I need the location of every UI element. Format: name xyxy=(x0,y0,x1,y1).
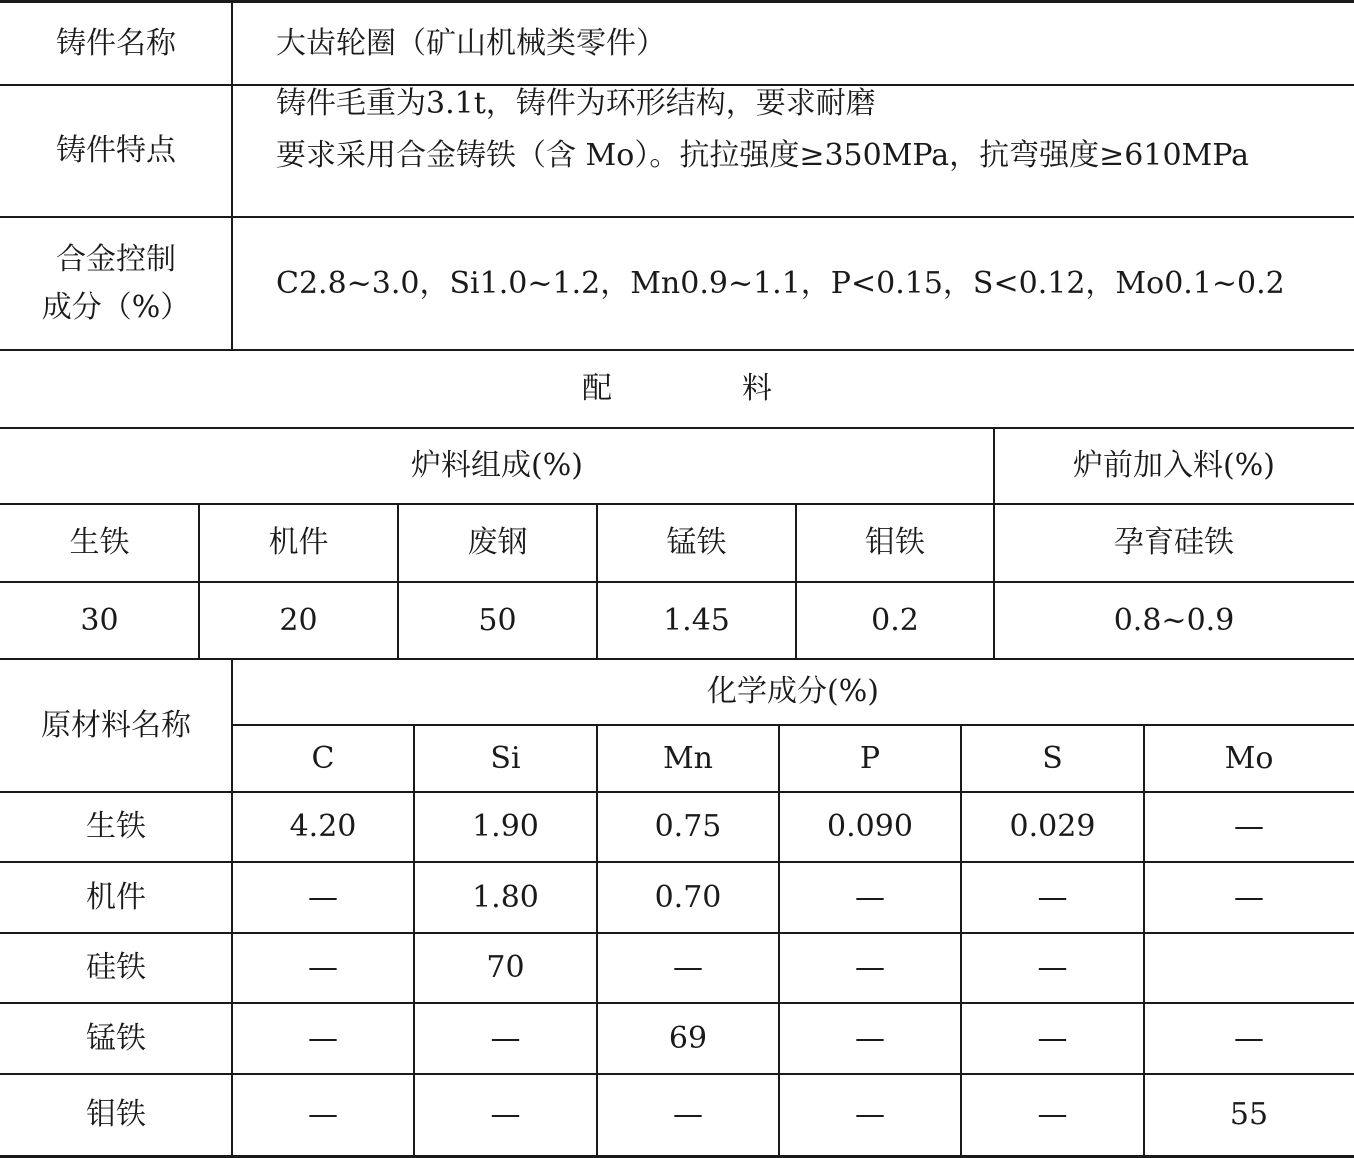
material-cell: — xyxy=(1037,1097,1068,1133)
material-cell: 70 xyxy=(486,950,525,986)
material-cell: 0.029 xyxy=(1009,809,1096,845)
element-header-si: Si xyxy=(490,740,521,776)
material-row-name: 锰铁 xyxy=(86,1020,146,1056)
element-header-c: C xyxy=(311,740,335,776)
rule-vertical xyxy=(198,504,200,659)
rule xyxy=(0,84,1354,86)
charge-col-steel-scrap: 废钢 xyxy=(467,525,528,561)
material-cell: 0.75 xyxy=(654,809,722,845)
batching-title xyxy=(0,350,1354,428)
material-cell: — xyxy=(673,950,703,986)
rule-vertical xyxy=(993,428,995,659)
material-cell: — xyxy=(1234,879,1264,915)
material-cell: — xyxy=(308,1097,338,1133)
material-cell: 55 xyxy=(1229,1097,1269,1133)
charge-col-pig-iron: 生铁 xyxy=(69,525,130,561)
charge-value: 0.2 xyxy=(871,602,919,638)
rule-vertical xyxy=(397,504,399,659)
charge-value: 0.8~0.9 xyxy=(1113,602,1235,638)
charge-col-ferromanganese: 锰铁 xyxy=(666,525,727,561)
material-cell: — xyxy=(1037,950,1068,986)
charge-col-machine-scrap: 机件 xyxy=(268,525,329,561)
material-cell xyxy=(1144,933,1354,1003)
material-cell: 1.80 xyxy=(472,879,539,915)
rule xyxy=(0,658,1354,660)
rule xyxy=(0,427,1354,429)
charge-value: 50 xyxy=(478,602,517,638)
material-cell: — xyxy=(1234,809,1264,845)
material-cell: — xyxy=(855,879,885,915)
rule xyxy=(0,1002,1354,1004)
element-header-mo: Mo xyxy=(1224,740,1274,776)
material-row-name: 硅铁 xyxy=(86,950,146,986)
rule-vertical xyxy=(413,725,415,1157)
material-row-name: 钼铁 xyxy=(86,1097,146,1133)
alloy-composition-label xyxy=(0,217,232,350)
alloy-composition-value: C2.8~3.0，Si1.0~1.2，Mn0.9~1.1，P<0.15，S<0.12，Mo0.1~0.2 xyxy=(276,265,1285,301)
rule xyxy=(0,349,1354,351)
material-row-name: 机件 xyxy=(86,879,146,915)
casting-feature-line-2: 要求采用合金铸铁（含 Mo）。抗拉强度≥350MPa，抗弯强度≥610MPa xyxy=(276,137,1249,173)
material-cell: 4.20 xyxy=(289,809,357,845)
charge-value: 20 xyxy=(279,602,318,638)
element-header-s: S xyxy=(1042,740,1063,776)
charge-col-ferromolybdenum: 钼铁 xyxy=(865,525,925,561)
casting-name-label: 铸件名称 xyxy=(56,26,176,62)
material-cell: — xyxy=(308,1020,338,1056)
material-cell: — xyxy=(855,1097,885,1133)
rule xyxy=(0,932,1354,934)
material-row-name: 生铁 xyxy=(86,809,146,845)
material-cell: — xyxy=(490,1097,521,1133)
element-header-p: P xyxy=(859,740,881,776)
rule-vertical xyxy=(778,725,780,1157)
element-header-mn: Mn xyxy=(662,740,714,776)
casting-name-value: 大齿轮圈（矿山机械类零件） xyxy=(276,26,666,62)
rule xyxy=(0,581,1354,583)
material-cell: — xyxy=(673,1097,703,1133)
rule xyxy=(0,216,1354,218)
rule xyxy=(0,791,1354,793)
furnace-addition-header: 炉前加入料(%) xyxy=(1073,448,1275,484)
material-cell: 1.90 xyxy=(472,809,539,845)
casting-feature-value xyxy=(232,85,1354,217)
rule-vertical xyxy=(1143,725,1145,1157)
batching-title-text: 配料 xyxy=(582,371,902,407)
alloy-composition-label-line-1: 合金控制 xyxy=(56,242,176,277)
rule xyxy=(0,503,1354,505)
material-cell: — xyxy=(490,1020,521,1056)
charge-composition-header: 炉料组成(%) xyxy=(411,448,583,484)
material-cell: — xyxy=(308,950,338,986)
rule-vertical xyxy=(795,504,797,659)
rule-vertical xyxy=(596,504,598,659)
rule-vertical xyxy=(960,725,962,1157)
casting-feature-label: 铸件特点 xyxy=(56,133,176,169)
rule xyxy=(232,724,1354,726)
material-cell: — xyxy=(1037,879,1068,915)
material-cell: — xyxy=(855,1020,885,1056)
material-cell: — xyxy=(1037,1020,1068,1056)
material-cell: 0.090 xyxy=(827,809,913,845)
rule xyxy=(0,861,1354,863)
charge-value: 1.45 xyxy=(663,602,730,638)
material-cell: — xyxy=(1234,1020,1264,1056)
rule-vertical xyxy=(596,725,598,1157)
charge-col-inoculant-ferrosilicon: 孕育硅铁 xyxy=(1114,525,1234,561)
material-cell: 0.70 xyxy=(654,879,722,915)
alloy-composition-label-line-2: 成分（%） xyxy=(41,289,191,325)
casting-feature-line-1: 铸件毛重为3.1t，铸件为环形结构，要求耐磨 xyxy=(276,86,876,121)
charge-value: 30 xyxy=(80,602,119,638)
material-cell: — xyxy=(308,879,338,915)
material-cell: 69 xyxy=(668,1020,708,1056)
rule-vertical xyxy=(231,659,233,1157)
material-cell: — xyxy=(855,950,885,986)
rule-top xyxy=(0,0,1354,3)
rule-vertical xyxy=(231,0,233,350)
chemical-composition-header: 化学成分(%) xyxy=(707,674,879,710)
material-name-header: 原材料名称 xyxy=(41,707,191,743)
rule xyxy=(0,1073,1354,1075)
